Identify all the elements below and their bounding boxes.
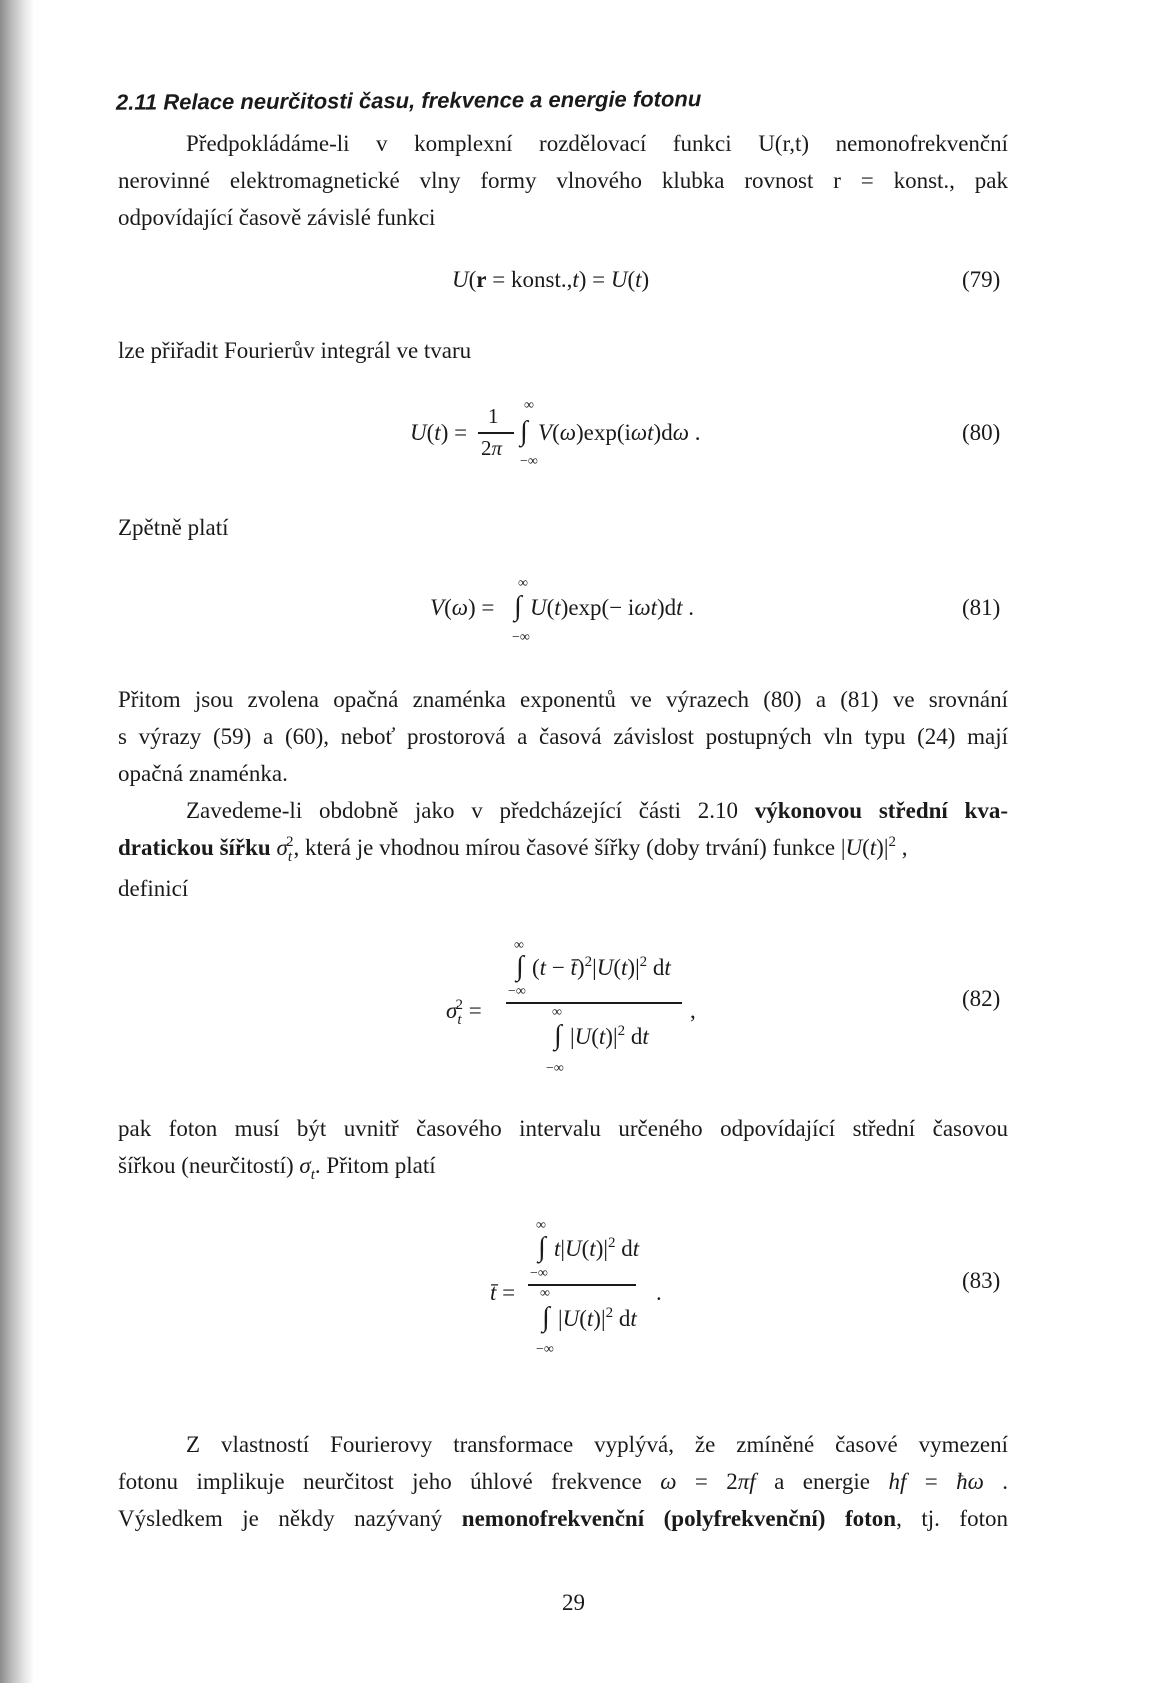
width-term-part-1: výkonovou střední kva-	[754, 798, 1009, 823]
width-line-1: Zavedeme-li obdobně jako v předcházející části 2.10 výkonovou střední kva-	[186, 798, 1009, 823]
equation-81: V(ω) =	[430, 595, 495, 620]
width-line-3: definicí	[118, 876, 189, 901]
equation-83-lhs: t̄ =	[490, 1280, 516, 1305]
equation-80-integrand: V(ω)exp(iωt)dω .	[538, 420, 701, 445]
polyfrequency-photon-term: nemonofrekvenční (polyfrekvenční) foton	[461, 1506, 897, 1531]
equation-82-den-integral: ∫	[554, 1020, 562, 1051]
equation-80-number: (80)	[962, 420, 1001, 445]
equation-81-number: (81)	[962, 595, 1001, 620]
width-term-part-2: dratickou šířku	[118, 835, 271, 860]
signs-line-2: s výrazy (59) a (60), neboť prostorová a časová závislost postupných vln typu (24) mají	[118, 724, 1008, 749]
equation-80-denominator: 2π	[481, 436, 503, 460]
equation-83-numerator: $t|U(t)|^2$ dt	[554, 1235, 640, 1261]
equation-80: U(t) =	[410, 420, 468, 445]
width-line-2: dratickou šířku $\sigma_t^2$, která je vhodnou mírou časové šířky (doby trvání) funkce $|U(t)|^2$ ,	[118, 834, 908, 865]
equation-83-den-upper-limit: ∞	[540, 1286, 550, 1301]
equation-82-number: (82)	[962, 986, 1001, 1011]
equation-80-numerator: 1	[488, 404, 499, 428]
width-paragraph	[118, 792, 1008, 907]
equation-82-den-lower-limit: −∞	[546, 1061, 564, 1076]
equation-80-fraction-bar	[478, 432, 514, 434]
equation-82-num-integral: ∫	[516, 951, 524, 982]
equation-82-fraction-bar	[506, 1002, 682, 1004]
interval-paragraph	[118, 1110, 1008, 1188]
intro-paragraph	[118, 125, 1008, 236]
equation-79: U(r = konst.,t) = U(t)	[452, 267, 650, 292]
section-heading: 2.11 Relace neurčitosti času, frekvence a energie fotonu	[115, 86, 702, 115]
conclusion-line-2: fotonu implikuje neurčitost jeho úhlové frekvence ω = 2πf a energie hf = ħω .	[118, 1469, 1009, 1494]
equation-83-den-integral: ∫	[542, 1302, 550, 1333]
equation-82-denominator: $|U(t)|^2$ dt	[570, 1023, 649, 1049]
equation-83-period: .	[656, 1280, 662, 1305]
equation-83-number: (83)	[962, 1268, 1001, 1293]
equation-83-num-integral: ∫	[538, 1232, 546, 1263]
equation-83-num-upper-limit: ∞	[536, 1218, 546, 1233]
intro-line-1: Předpokládáme-li v komplexní rozdělovací funkci U(r,t) nemonofrekvenční	[186, 131, 1008, 156]
inverse-intro-text: Zpětně platí	[118, 515, 229, 540]
equation-81-upper-limit: ∞	[518, 576, 528, 591]
equation-81-integrand: U(t)exp(− iωt)dt .	[530, 595, 695, 620]
intro-line-2: nerovinné elektromagnetické vlny formy vlnového klubka rovnost r = konst., pak	[118, 168, 1008, 193]
equation-83-num-lower-limit: −∞	[530, 1266, 548, 1281]
equation-83-den-lower-limit: −∞	[536, 1342, 554, 1357]
interval-line-2: šířkou (neurčitostí) $\sigma_t$. Přitom platí	[118, 1153, 436, 1183]
equation-80-integral: ∫	[520, 416, 528, 447]
equation-82-numerator: $(t - t̄)^2|U(t)|^2$ dt	[532, 954, 671, 980]
page-number: 29	[562, 1590, 585, 1615]
equation-82-num-lower-limit: −∞	[508, 984, 526, 999]
signs-line-1: Přitom jsou zvolena opačná znaménka exponentů ve výrazech (80) a (81) ve srovnání	[118, 687, 1008, 712]
conclusion-line-3: Výsledkem je někdy nazývaný nemonofrekvenční (polyfrekvenční) foton, tj. foton	[118, 1506, 1008, 1531]
signs-paragraph	[118, 681, 1008, 792]
equation-82-lhs: $\sigma_t^2$ =	[446, 997, 482, 1028]
conclusion-line-1: Z vlastností Fourierovy transformace vyplývá, že zmíněné časové vymezení	[186, 1432, 1008, 1457]
equation-82-den-upper-limit: ∞	[552, 1005, 562, 1020]
conclusion-paragraph	[118, 1426, 1008, 1537]
fourier-intro-text: lze přiřadit Fourierův integrál ve tvaru	[118, 338, 472, 363]
equation-79-number: (79)	[962, 267, 1001, 292]
intro-line-3: odpovídající časově závislé funkci	[118, 205, 436, 230]
equation-81-integral: ∫	[514, 591, 522, 622]
signs-line-3: opačná znaménka.	[118, 761, 288, 786]
equation-81-lower-limit: −∞	[512, 630, 530, 645]
interval-line-1: pak foton musí být uvnitř časového intervalu určeného odpovídající střední časovou	[118, 1116, 1008, 1141]
equation-82-num-upper-limit: ∞	[514, 938, 524, 953]
equation-80-upper-limit: ∞	[524, 398, 534, 413]
equation-83-denominator: $|U(t)|^2$ dt	[558, 1305, 637, 1331]
equation-80-lower-limit: −∞	[520, 454, 538, 469]
equation-82-comma: ,	[690, 998, 696, 1023]
